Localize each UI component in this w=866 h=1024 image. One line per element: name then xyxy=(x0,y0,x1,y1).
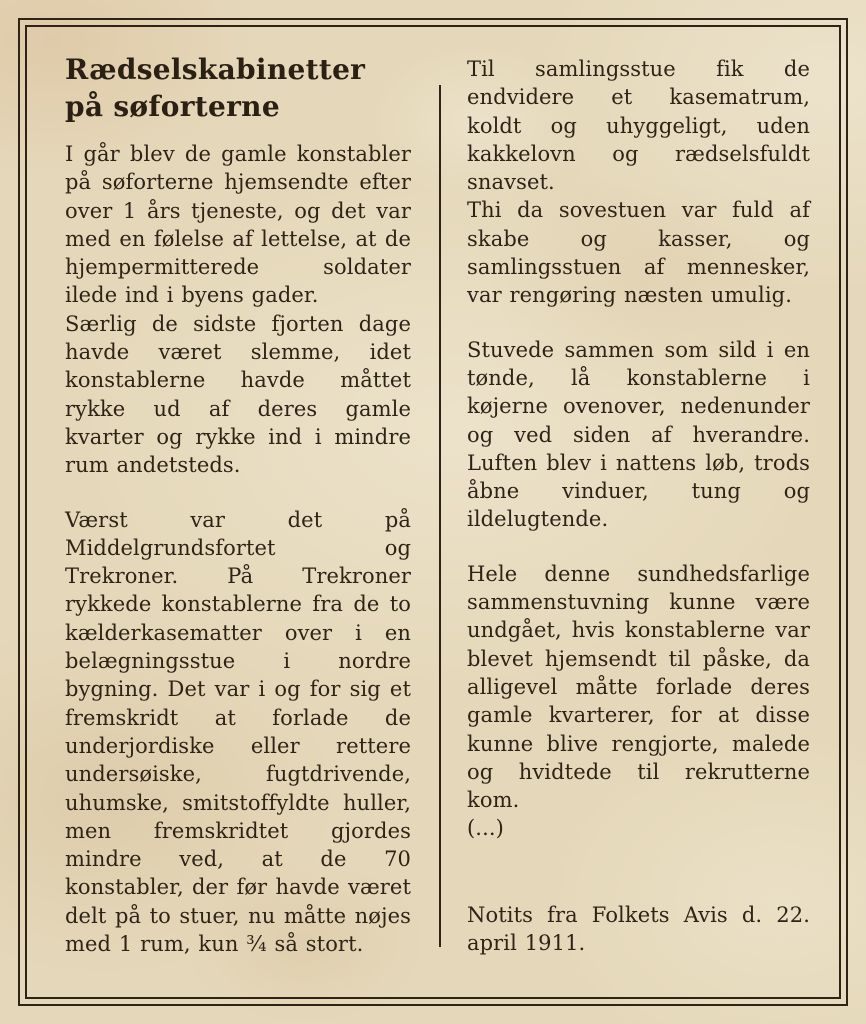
paragraph: Thi da sovestuen var fuld af skabe og kasser, og samlingsstuen af mennesker, var rengøring næsten umulig. xyxy=(467,198,810,308)
outer-border xyxy=(18,18,848,1006)
inner-border xyxy=(25,25,841,999)
title-line-2: på søforterne xyxy=(65,90,280,123)
article xyxy=(27,27,839,997)
paragraph: Stuvede sammen som sild i en tønde, lå konstablerne i køjerne ovenover, nedenunder og ved siden af hverandre. Luften blev i nattens løb, trods åbne vinduer, tung og ildelugtende. xyxy=(467,337,810,532)
paragraph: Hele denne sundhedsfarlige sammenstuvning kunne være undgået, hvis konstablerne var blevet hjemsendt til påske, da alligevel måtte forlade deres gamle kvarterer, for at disse kunne blive rengjorte, malede og hvidtede til rekrutterne kom. xyxy=(467,561,810,813)
left-column xyxy=(65,51,439,977)
paragraph: Særlig de sidste fjorten dage havde været slemme, idet konstablerne havde måttet rykke ud af deres gamle kvarter og rykke ind i mindre rum andetsteds. xyxy=(65,311,411,478)
title-line-1: Rædselskabinetter xyxy=(65,53,366,86)
article-title xyxy=(65,51,411,125)
paragraph: Værst var det på Middelgrundsfortet og Trekroner. På Trekroner rykkede konstablerne fra de to kælderkasematter over i en belægningsstue i nordre bygning. Det var i og for sig et fremskridt at forlade de underjordiske eller rettere undersøiske, fugtdrivende, uhumske, smitstoffyldte huller, men fremskridtet gjordes mindre ved, at de 70 konstabler, der før havde været delt på to stuer, nu måtte nøjes med 1 rum, kun ¾ så stort. xyxy=(65,507,411,957)
paragraph: I går blev de gamle konstabler på søforterne hjemsendte efter over 1 års tjeneste, og det var med en følelse af lettelse, at de hjempermitterede soldater ilede ind i byens gader. xyxy=(65,142,411,308)
ellipsis-line: (...) xyxy=(467,816,504,841)
right-column xyxy=(441,51,810,977)
source-note: Notits fra Folkets Avis d. 22. april 1911. xyxy=(467,902,810,956)
paragraph: Til samlingsstue fik de endvidere et kasematrum, koldt og uhyggeligt, uden kakkelovn og rædselsfuldt snavset. xyxy=(467,57,810,195)
